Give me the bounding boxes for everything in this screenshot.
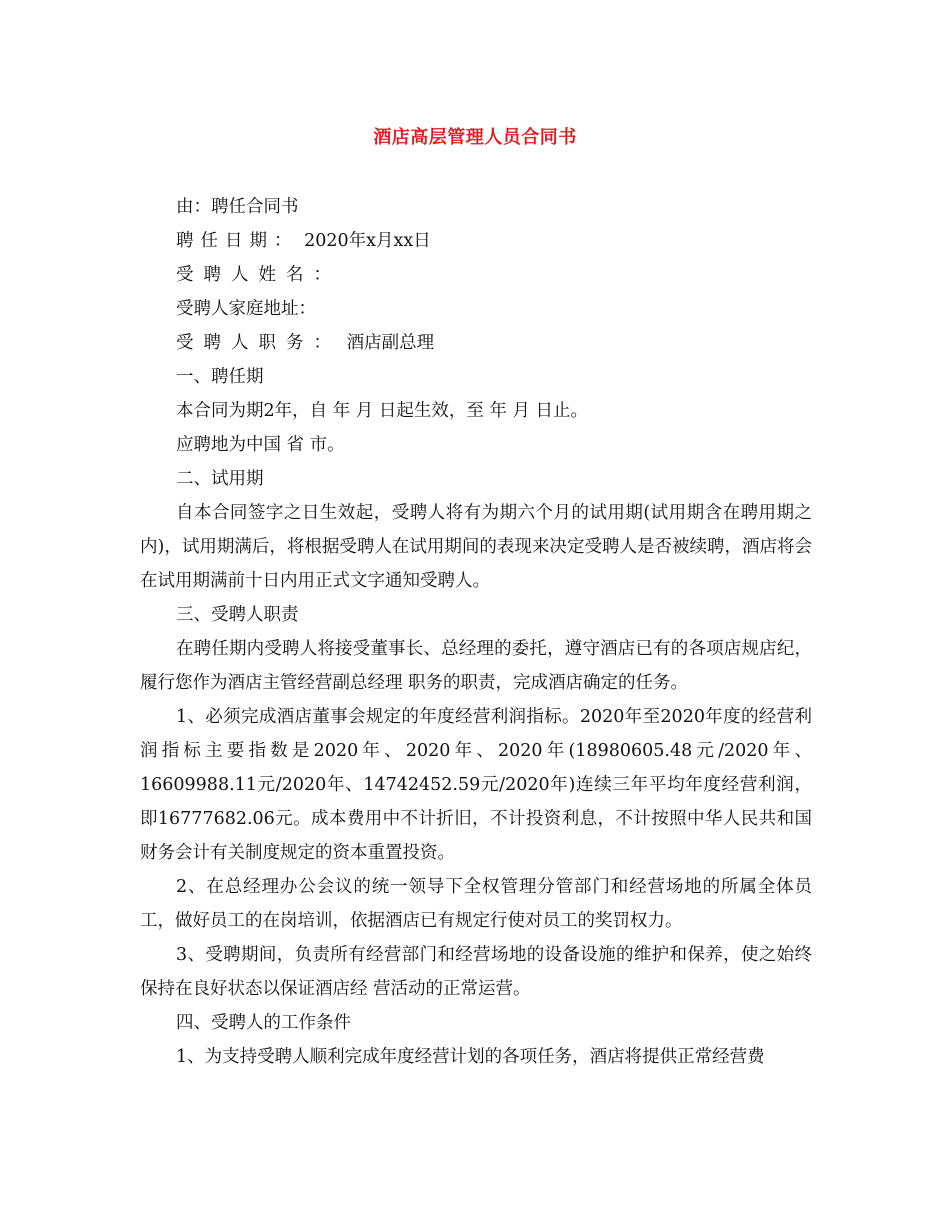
address-label: 受聘人家庭地址： [176,299,316,319]
list-item: 1、必须完成酒店董事会规定的年度经营利润指标。2020年至2020年度的经营利润指标主要指数是2020年、2020年、2020年(18980605.48元/2020年、16609988.11元/2020年、14742452.59元/2020年)连续三年平均年度经营利润，即16777682.06元。成本费用中不计折旧，不计投资利息，不计按照中华人民共和国财务会计有关制度规定的资本重置投资。 [140,707,812,863]
list-item: 1、为支持受聘人顺利完成年度经营计划的各项任务，酒店将提供正常经营费 [176,1047,765,1067]
position-line [140,326,812,360]
name-label: 受聘人姓名： [176,265,341,285]
date-value: 2020年x月xx日 [304,231,431,251]
paragraph: 应聘地为中国 省 市。 [176,435,345,455]
section-heading: 三、受聘人职责 [176,605,299,625]
list-item: 2、在总经理办公会议的统一领导下全权管理分管部门和经营场地的所属全体员工，做好员工的在岗培训，依据酒店已有规定行使对员工的奖罚权力。 [140,877,812,931]
date-label: 聘任日期： [176,231,299,251]
position-label: 受聘人职务： [176,333,341,353]
document-title: 酒店高层管理人员合同书 [373,127,577,148]
address-line [140,292,812,326]
document-body [140,190,812,1074]
section-heading: 四、受聘人的工作条件 [176,1013,351,1033]
name-line [140,258,812,292]
section-heading: 二、试用期 [176,469,264,489]
position-value: 酒店副总理 [346,333,435,353]
section-heading: 一、聘任期 [176,367,264,387]
paragraph: 自本合同签字之日生效起，受聘人将有为期六个月的试用期(试用期含在聘用期之内)，试用期满后，将根据受聘人在试用期间的表现来决定受聘人是否被续聘，酒店将会在试用期满前十日内用正式文字通知受聘人。 [140,503,812,591]
from-line: 由：聘任合同书 [176,197,299,217]
paragraph: 在聘任期内受聘人将接受董事长、总经理的委托，遵守酒店已有的各项店规店纪，履行您作为酒店主管经营副总经理 职务的职责，完成酒店确定的任务。 [140,639,812,693]
list-item: 3、受聘期间，负责所有经营部门和经营场地的设备设施的维护和保养，使之始终保持在良好状态以保证酒店经 营活动的正常运营。 [140,945,812,999]
paragraph: 本合同为期2年，自 年 月 日起生效，至 年 月 日止。 [176,401,589,421]
date-line [140,224,812,258]
